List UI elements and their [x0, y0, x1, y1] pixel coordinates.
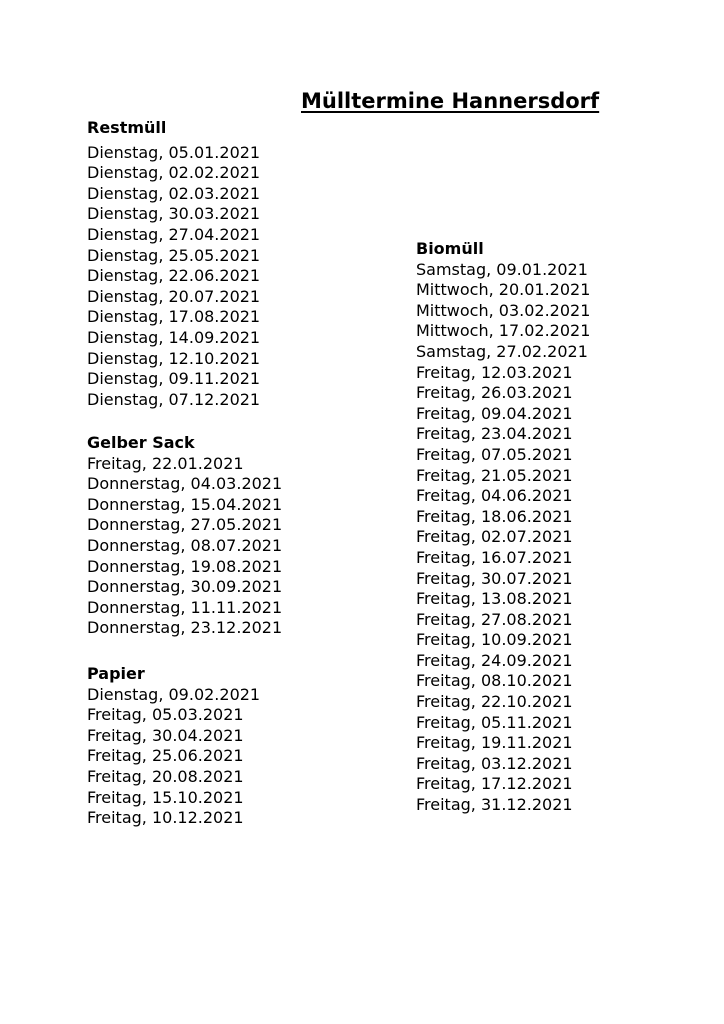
date-item: Freitag, 10.09.2021: [416, 630, 573, 650]
date-item: Freitag, 24.09.2021: [416, 650, 573, 670]
date-item: Dienstag, 07.12.2021: [87, 389, 261, 409]
section-heading-restmuell: Restmüll: [87, 118, 167, 137]
date-item: Freitag, 15.10.2021: [87, 787, 244, 807]
date-item: Dienstag, 02.02.2021: [87, 163, 261, 183]
date-item: Freitag, 22.10.2021: [416, 692, 573, 712]
date-item: Freitag, 26.03.2021: [416, 383, 573, 403]
date-item: Freitag, 30.04.2021: [87, 725, 244, 745]
date-item: Freitag, 20.08.2021: [87, 766, 244, 786]
date-item: Donnerstag, 08.07.2021: [87, 535, 283, 555]
date-item: Freitag, 21.05.2021: [416, 465, 573, 485]
section-biomuell: [416, 239, 590, 816]
date-item: Freitag, 31.12.2021: [416, 795, 573, 815]
date-item: Freitag, 16.07.2021: [416, 547, 573, 567]
date-item: Freitag, 09.04.2021: [416, 403, 573, 423]
date-item: Donnerstag, 27.05.2021: [87, 515, 283, 535]
date-item: Freitag, 18.06.2021: [416, 506, 573, 526]
section-restmuell: [87, 118, 260, 410]
date-item: Donnerstag, 15.04.2021: [87, 494, 283, 514]
date-item: Freitag, 07.05.2021: [416, 444, 573, 464]
date-item: Freitag, 19.11.2021: [416, 733, 573, 753]
date-item: Freitag, 04.06.2021: [416, 486, 573, 506]
date-item: Freitag, 23.04.2021: [416, 424, 573, 444]
date-item: Dienstag, 17.08.2021: [87, 307, 261, 327]
date-item: Donnerstag, 11.11.2021: [87, 597, 283, 617]
date-item: Freitag, 27.08.2021: [416, 609, 573, 629]
date-item: Donnerstag, 19.08.2021: [87, 556, 283, 576]
date-item: Mittwoch, 20.01.2021: [416, 280, 591, 300]
date-item: Dienstag, 02.03.2021: [87, 183, 261, 203]
date-item: Dienstag, 09.11.2021: [87, 369, 261, 389]
date-item: Freitag, 25.06.2021: [87, 746, 244, 766]
date-item: Donnerstag, 23.12.2021: [87, 618, 283, 638]
section-heading-gelber-sack: Gelber Sack: [87, 433, 195, 452]
date-item: Freitag, 05.03.2021: [87, 705, 244, 725]
date-item: Dienstag, 25.05.2021: [87, 245, 261, 265]
date-item: Freitag, 05.11.2021: [416, 712, 573, 732]
date-item: Freitag, 03.12.2021: [416, 753, 573, 773]
date-item: Dienstag, 05.01.2021: [87, 142, 261, 162]
date-item: Samstag, 27.02.2021: [416, 341, 588, 361]
section-papier: [87, 664, 260, 829]
section-heading-biomuell: Biomüll: [416, 239, 484, 258]
date-item: Dienstag, 27.04.2021: [87, 224, 261, 244]
date-item: Dienstag, 22.06.2021: [87, 266, 261, 286]
date-item: Donnerstag, 30.09.2021: [87, 577, 283, 597]
date-item: Dienstag, 09.02.2021: [87, 684, 261, 704]
date-item: Freitag, 12.03.2021: [416, 362, 573, 382]
section-heading-papier: Papier: [87, 664, 145, 683]
page-title: Mülltermine Hannersdorf: [301, 89, 600, 113]
date-item: Samstag, 09.01.2021: [416, 259, 588, 279]
date-item: Freitag, 30.07.2021: [416, 568, 573, 588]
section-gelber-sack: [87, 433, 282, 639]
date-item: Mittwoch, 03.02.2021: [416, 300, 591, 320]
date-item: Freitag, 02.07.2021: [416, 527, 573, 547]
date-item: Dienstag, 30.03.2021: [87, 204, 261, 224]
date-item: Mittwoch, 17.02.2021: [416, 321, 591, 341]
date-item: Dienstag, 20.07.2021: [87, 286, 261, 306]
date-item: Freitag, 17.12.2021: [416, 774, 573, 794]
date-item: Freitag, 08.10.2021: [416, 671, 573, 691]
date-item: Donnerstag, 04.03.2021: [87, 474, 283, 494]
date-item: Freitag, 22.01.2021: [87, 453, 244, 473]
date-item: Freitag, 13.08.2021: [416, 589, 573, 609]
date-item: Dienstag, 12.10.2021: [87, 348, 261, 368]
date-item: Freitag, 10.12.2021: [87, 808, 244, 828]
date-item: Dienstag, 14.09.2021: [87, 327, 261, 347]
